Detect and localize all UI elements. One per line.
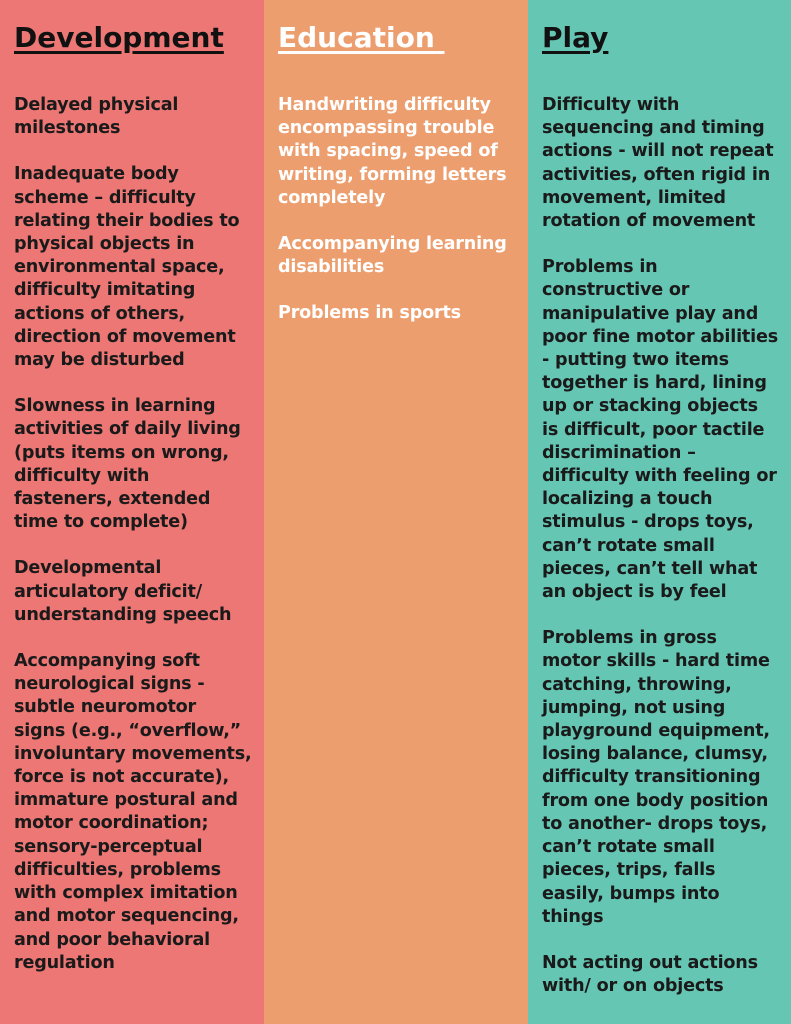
play-heading: Play <box>542 21 609 54</box>
list-item: Problems in gross motor skills - hard time catching, throwing, jumping, not using playground equipment, losing balance, clumsy, difficulty transitioning from one body position to another- drops toys, can’t rotate small pieces, trips, falls easily, bumps into things <box>542 628 770 927</box>
development-column <box>0 0 264 1024</box>
education-heading: Education <box>278 21 445 54</box>
list-item: Slowness in learning activities of daily living (puts items on wrong, difficulty with fasteners, extended time to complete) <box>14 396 241 533</box>
education-list <box>278 94 516 326</box>
list-item: Difficulty with sequencing and timing actions - will not repeat activities, often rigid in movement, limited rotation of movement <box>542 95 774 232</box>
list-item: Not acting out actions with/ or on objects <box>542 952 758 997</box>
list-item: Problems in constructive or manipulative play and poor fine motor abilities - putting two items together is hard, lining up or stacking objects is difficult, poor tactile discrimination – difficulty with feeling or localizing a touch stimulus - drops toys, can’t rotate small pieces, can’t tell what an object is by feel <box>542 257 778 603</box>
development-list <box>14 94 252 975</box>
list-item: Inadequate body scheme – difficulty relating their bodies to physical objects in environmental space, difficulty imitating actions of others, direction of movement may be disturbed <box>14 164 240 371</box>
list-item: Handwriting difficulty encompassing trouble with spacing, speed of writing, forming letters completely <box>278 95 507 208</box>
list-item: Accompanying soft neurological signs - subtle neuromotor signs (e.g., “overflow,” involuntary movements, force is not accurate), immature postural and motor coordination; sensory-perceptual difficulties, problems with complex imitation and motor sequencing, and poor behavioral regulation <box>14 651 252 973</box>
play-column <box>528 0 791 1024</box>
list-item: Accompanying learning disabilities <box>278 234 507 278</box>
list-item: Problems in sports <box>278 303 461 324</box>
list-item: Developmental articulatory deficit/ understanding speech <box>14 558 232 625</box>
play-list <box>542 94 779 998</box>
development-heading: Development <box>14 21 224 54</box>
list-item: Delayed physical milestones <box>14 95 179 139</box>
education-column <box>264 0 528 1024</box>
